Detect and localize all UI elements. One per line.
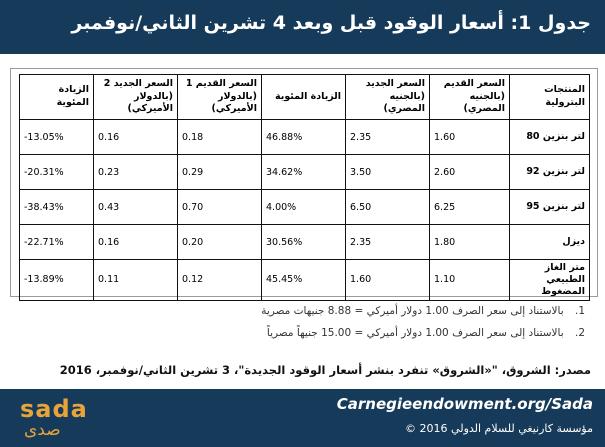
logo-latin: sada [20, 395, 88, 423]
product-cell: لتر بنزين 92 [510, 155, 590, 190]
header-cell: السعر الجديد (بالجنيه المصري) [346, 75, 430, 120]
table-cell: -13.89% [20, 260, 94, 301]
table-row [20, 225, 590, 260]
table-cell: -13.05% [20, 120, 94, 155]
table-cell: 30.56% [262, 225, 346, 260]
header-cell: السعر القديم 1 (بالدولار الأميركي) [178, 75, 262, 120]
table-cell: 45.45% [262, 260, 346, 301]
site-link[interactable]: Carnegieendowment.org/Sada [336, 395, 593, 413]
table-header-row [20, 75, 590, 120]
table-cell: 1.80 [430, 225, 510, 260]
table-cell: 6.50 [346, 190, 430, 225]
header-cell: الزيادة المئوية [262, 75, 346, 120]
table-cell: 0.20 [178, 225, 262, 260]
table-row [20, 120, 590, 155]
footer-bar [0, 389, 605, 447]
table-container [10, 68, 598, 297]
footnote [25, 322, 585, 344]
footnote-text: بالاستناد إلى سعر الصرف 1.00 دولار أميركي = 8.88 جنيهات مصرية [261, 305, 564, 317]
page-title: جدول 1: أسعار الوقود قبل وبعد 4 تشرين الثاني/نوفمبر [71, 12, 591, 34]
table-cell: 2.35 [346, 225, 430, 260]
table-cell: 46.88% [262, 120, 346, 155]
header-cell: السعر الجديد 2 (بالدولار الأميركي) [94, 75, 178, 120]
table-cell: 0.16 [94, 120, 178, 155]
table-cell: 6.25 [430, 190, 510, 225]
table-cell: 0.18 [178, 120, 262, 155]
product-cell: لتر بنزين 95 [510, 190, 590, 225]
footnote-number: 2. [574, 327, 585, 339]
logo-arabic: صدى [24, 420, 61, 440]
table-cell: 2.60 [430, 155, 510, 190]
table-cell: 0.12 [178, 260, 262, 301]
table-cell: 2.35 [346, 120, 430, 155]
footnotes [25, 300, 585, 344]
table-cell: -22.71% [20, 225, 94, 260]
sada-logo [20, 397, 88, 439]
product-cell: متر الغاز الطبيعي المضغوط [510, 260, 590, 301]
table-cell: 0.23 [94, 155, 178, 190]
table-cell: 4.00% [262, 190, 346, 225]
table-cell: 34.62% [262, 155, 346, 190]
header-cell: السعر القديم (بالجنيه المصري) [430, 75, 510, 120]
footnote-text: بالاستناد إلى سعر الصرف 1.00 دولار أميركي = 15.00 جنيهاً مصرياً [266, 327, 564, 339]
table-cell: 3.50 [346, 155, 430, 190]
table-row [20, 260, 590, 301]
header-cell: الزيادة المئوية [20, 75, 94, 120]
footnote-number: 1. [574, 305, 585, 317]
header-cell: المنتجات البترولية [510, 75, 590, 120]
product-cell: ديزل [510, 225, 590, 260]
table-row [20, 190, 590, 225]
source-citation: مصدر: الشروق، "«الشروق» تنفرد بنشر أسعار الوقود الجديدة"، 3 تشرين الثاني/نوفمبر، 2016 [59, 363, 591, 377]
product-cell: لتر بنزين 80 [510, 120, 590, 155]
table-cell: 0.70 [178, 190, 262, 225]
fuel-price-table [19, 74, 590, 301]
table-cell: 0.16 [94, 225, 178, 260]
table-cell: 0.43 [94, 190, 178, 225]
table-cell: -20.31% [20, 155, 94, 190]
table-cell: 1.60 [430, 120, 510, 155]
table-cell: 1.60 [346, 260, 430, 301]
copyright-text: مؤسسة كارنيغي للسلام الدولي 2016 © [405, 422, 593, 435]
title-bar [0, 0, 605, 54]
table-cell: 0.29 [178, 155, 262, 190]
table-row [20, 155, 590, 190]
table-cell: -38.43% [20, 190, 94, 225]
table-cell: 0.11 [94, 260, 178, 301]
footnote [25, 300, 585, 322]
table-cell: 1.10 [430, 260, 510, 301]
